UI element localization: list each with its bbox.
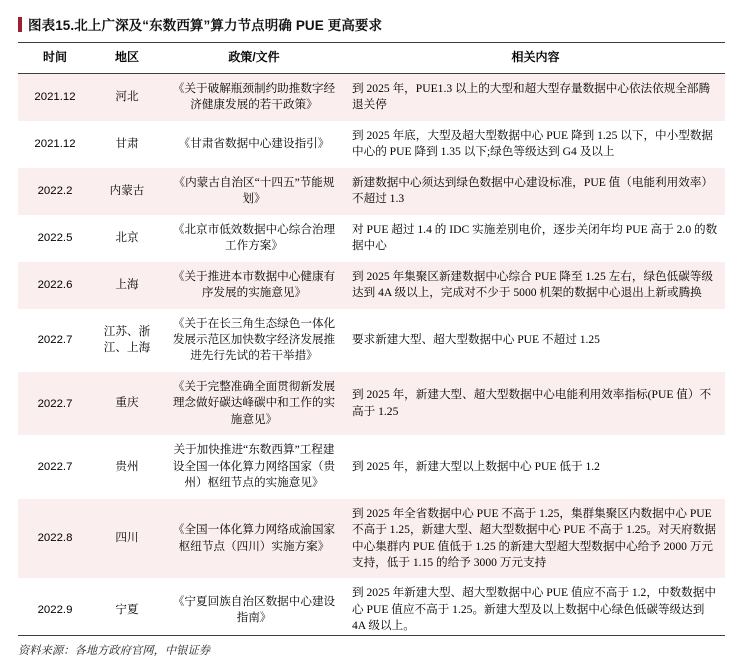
- cell-time: 2021.12: [18, 121, 92, 168]
- cell-content: 对 PUE 超过 1.4 的 IDC 实施差别电价，逐步关闭年均 PUE 高于 2.0 的数据中心: [346, 215, 725, 262]
- cell-region: 河北: [92, 74, 162, 121]
- cell-region: 北京: [92, 215, 162, 262]
- cell-policy: 《关于推进本市数据中心健康有序发展的实施意见》: [162, 262, 346, 309]
- cell-content: 新建数据中心须达到绿色数据中心建设标准，PUE 值（电能利用效率）不超过 1.3: [346, 168, 725, 215]
- cell-time: 2022.7: [18, 372, 92, 435]
- cell-time: 2022.7: [18, 309, 92, 372]
- cell-region: 江苏、浙江、上海: [92, 309, 162, 372]
- cell-time: 2022.7: [18, 435, 92, 498]
- table-row: [18, 309, 725, 372]
- cell-content: 要求新建大型、超大型数据中心 PUE 不超过 1.25: [346, 309, 725, 372]
- table-row: [18, 168, 725, 215]
- cell-region: 宁夏: [92, 578, 162, 638]
- cell-content: 到 2025 年，PUE1.3 以上的大型和超大型存量数据中心依法依规全部腾退关停: [346, 74, 725, 121]
- cell-region: 甘肃: [92, 121, 162, 168]
- cell-content: 到 2025 年新建大型、超大型数据中心 PUE 值应不高于 1.2，中数数据中心 PUE 值应不高于 1.25。新建大型及以上数据中心绿色低碳等级达到 4A 级以上。: [346, 578, 725, 638]
- cell-region: 贵州: [92, 435, 162, 498]
- cell-region: 四川: [92, 499, 162, 579]
- table-body: [18, 74, 725, 638]
- cell-policy: 《全国一体化算力网络成渝国家枢纽节点（四川）实施方案》: [162, 499, 346, 579]
- cell-region: 重庆: [92, 372, 162, 435]
- cell-time: 2022.8: [18, 499, 92, 579]
- cell-content: 到 2025 年，新建大型以上数据中心 PUE 低于 1.2: [346, 435, 725, 498]
- table-header-row: [18, 43, 725, 74]
- cell-policy: 关于加快推进“东数西算”工程建设全国一体化算力网络国家（贵州）枢纽节点的实施意见》: [162, 435, 346, 498]
- table-row: [18, 262, 725, 309]
- exhibit-title-row: [18, 0, 725, 42]
- cell-region: 上海: [92, 262, 162, 309]
- page-title: 图表15.北上广深及“东数西算”算力节点明确 PUE 更高要求: [28, 18, 383, 33]
- cell-content: 到 2025 年，新建大型、超大型数据中心电能利用效率指标(PUE 值）不高于 1.25: [346, 372, 725, 435]
- cell-content: 到 2025 年底，大型及超大型数据中心 PUE 降到 1.25 以下，中小型数据中心的 PUE 降到 1.35 以下;绿色等级达到 G4 及以上: [346, 121, 725, 168]
- policy-table-wrap: [18, 42, 725, 638]
- cell-time: 2022.9: [18, 578, 92, 638]
- cell-time: 2022.5: [18, 215, 92, 262]
- source-note: 资料来源：各地方政府官网，中银证券: [18, 635, 725, 658]
- table-row: [18, 74, 725, 121]
- table-header: [18, 43, 725, 74]
- table-row: [18, 578, 725, 638]
- cell-policy: 《北京市低效数据中心综合治理工作方案》: [162, 215, 346, 262]
- cell-policy: 《内蒙古自治区“十四五”节能规划》: [162, 168, 346, 215]
- cell-content: 到 2025 年集聚区新建数据中心综合 PUE 降至 1.25 左右，绿色低碳等级达到 4A 级以上，完成对不少于 5000 机架的数据中心退出上新或腾换: [346, 262, 725, 309]
- column-header-time: 时间: [18, 43, 92, 74]
- cell-content: 到 2025 年全省数据中心 PUE 不高于 1.25，集群集聚区内数据中心 PUE 不高于 1.25，新建大型、超大型数据中心 PUE 不高于 1.25。对天府数据中心集群内 PUE 值低于 1.25 的新建大型超大型数据中心给予 2000 万元支持，低于 1.15 的给予 3000 万元支持: [346, 499, 725, 579]
- cell-region: 内蒙古: [92, 168, 162, 215]
- column-header-policy: 政策/文件: [162, 43, 346, 74]
- cell-policy: 《关于完整准确全面贯彻新发展理念做好碳达峰碳中和工作的实施意见》: [162, 372, 346, 435]
- column-header-content: 相关内容: [346, 43, 725, 74]
- table-row: [18, 372, 725, 435]
- cell-time: 2022.2: [18, 168, 92, 215]
- table-row: [18, 215, 725, 262]
- table-row: [18, 499, 725, 579]
- cell-time: 2022.6: [18, 262, 92, 309]
- cell-policy: 《关于在长三角生态绿色一体化发展示范区加快数字经济发展推进先行先试的若干举措》: [162, 309, 346, 372]
- cell-time: 2021.12: [18, 74, 92, 121]
- table-row: [18, 121, 725, 168]
- cell-policy: 《甘肃省数据中心建设指引》: [162, 121, 346, 168]
- cell-policy: 《宁夏回族自治区数据中心建设指南》: [162, 578, 346, 638]
- policy-table: [18, 42, 725, 638]
- table-row: [18, 435, 725, 498]
- cell-policy: 《关于破解瓶颈制约助推数字经济健康发展的若干政策》: [162, 74, 346, 121]
- column-header-region: 地区: [92, 43, 162, 74]
- title-accent-bar: [18, 17, 22, 32]
